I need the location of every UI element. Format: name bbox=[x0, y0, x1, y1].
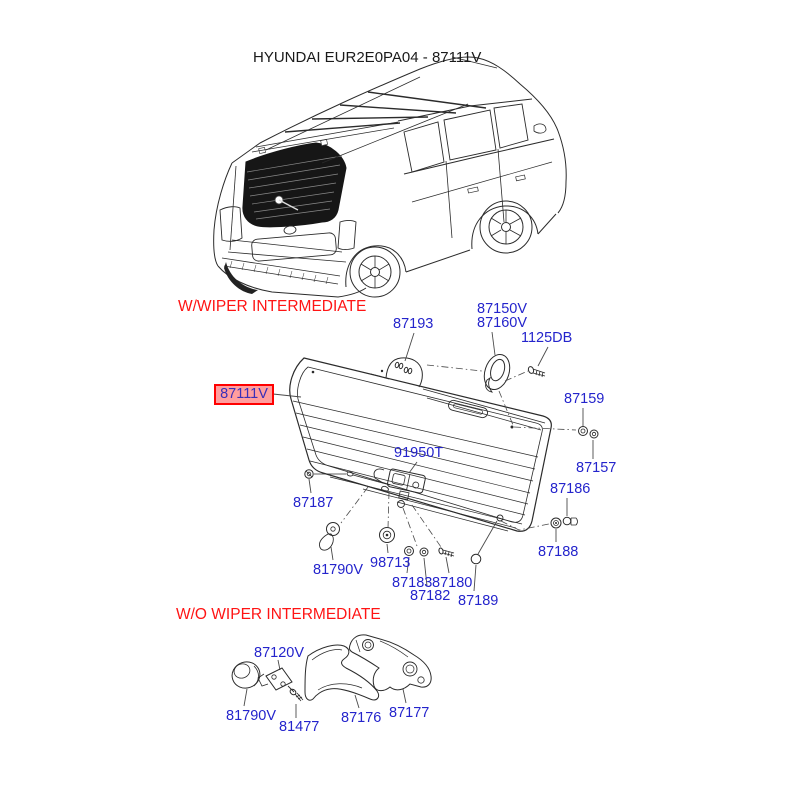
pivot-87120V-drawing bbox=[258, 668, 294, 692]
part-label-87120V[interactable]: 87120V bbox=[254, 645, 304, 661]
part-label-87180[interactable]: 87180 bbox=[432, 575, 473, 591]
front-wheel bbox=[480, 201, 532, 253]
ring-87189-drawing bbox=[471, 554, 481, 564]
hinge-87150-drawing bbox=[480, 351, 514, 393]
section-heading-without-wiper: W/O WIPER INTERMEDIATE bbox=[176, 606, 381, 623]
section-heading-with-wiper: W/WIPER INTERMEDIATE bbox=[178, 298, 367, 315]
screw-1125DB-drawing bbox=[527, 366, 545, 377]
page-title: HYUNDAI EUR2E0PA04 - 87111V bbox=[253, 49, 482, 66]
part-label-91950T[interactable]: 91950T bbox=[394, 445, 444, 461]
selected-part-label-87111V[interactable]: 87111V bbox=[214, 384, 274, 405]
bracket-87177-drawing bbox=[349, 635, 431, 691]
grommet-87188-drawing bbox=[551, 518, 561, 528]
part-label-87176[interactable]: 87176 bbox=[341, 710, 382, 726]
part-label-87188[interactable]: 87188 bbox=[538, 544, 579, 560]
part-label-1125DB[interactable]: 1125DB bbox=[521, 330, 573, 346]
part-label-87150V[interactable]: 87150V bbox=[477, 301, 527, 317]
clip-87193-drawing bbox=[395, 362, 413, 374]
vehicle-illustration bbox=[214, 57, 567, 297]
part-label-87189[interactable]: 87189 bbox=[458, 593, 499, 609]
part-label-87177[interactable]: 87177 bbox=[389, 705, 430, 721]
grommet-98713-drawing bbox=[380, 528, 395, 543]
part-label-87183[interactable]: 87183 bbox=[392, 575, 433, 591]
part-label-81790V-top[interactable]: 81790V bbox=[313, 562, 363, 578]
fastener-87182-drawing bbox=[420, 548, 428, 556]
rear-window-dark bbox=[243, 139, 346, 226]
cap-81790V-bottom-drawing bbox=[228, 658, 263, 692]
screw-87187-drawing bbox=[305, 470, 313, 478]
screw-81477-drawing bbox=[289, 688, 303, 701]
wiper-cap-81790V-top-drawing bbox=[319, 523, 339, 551]
grommet-87157-drawing bbox=[590, 430, 598, 438]
screw-87180-drawing bbox=[438, 548, 454, 557]
rear-wheel bbox=[350, 247, 400, 297]
construction-lines bbox=[341, 365, 576, 547]
rear-glass-assembly-drawing bbox=[290, 351, 598, 564]
part-label-87187[interactable]: 87187 bbox=[293, 495, 334, 511]
part-label-87159[interactable]: 87159 bbox=[564, 391, 605, 407]
clip-87186-drawing bbox=[563, 517, 577, 525]
part-label-87160V[interactable]: 87160V bbox=[477, 315, 527, 331]
part-label-87182[interactable]: 87182 bbox=[410, 588, 451, 604]
blade-87176-drawing bbox=[305, 645, 379, 700]
part-label-81790V-bottom[interactable]: 81790V bbox=[226, 708, 276, 724]
part-label-87186[interactable]: 87186 bbox=[550, 481, 591, 497]
part-label-81477[interactable]: 81477 bbox=[279, 719, 320, 735]
grommet-87159-drawing bbox=[579, 427, 588, 436]
wiper-motor-91950T-drawing bbox=[374, 468, 426, 502]
part-label-87157[interactable]: 87157 bbox=[576, 460, 617, 476]
part-label-87193[interactable]: 87193 bbox=[393, 316, 434, 332]
part-label-98713[interactable]: 98713 bbox=[370, 555, 411, 571]
